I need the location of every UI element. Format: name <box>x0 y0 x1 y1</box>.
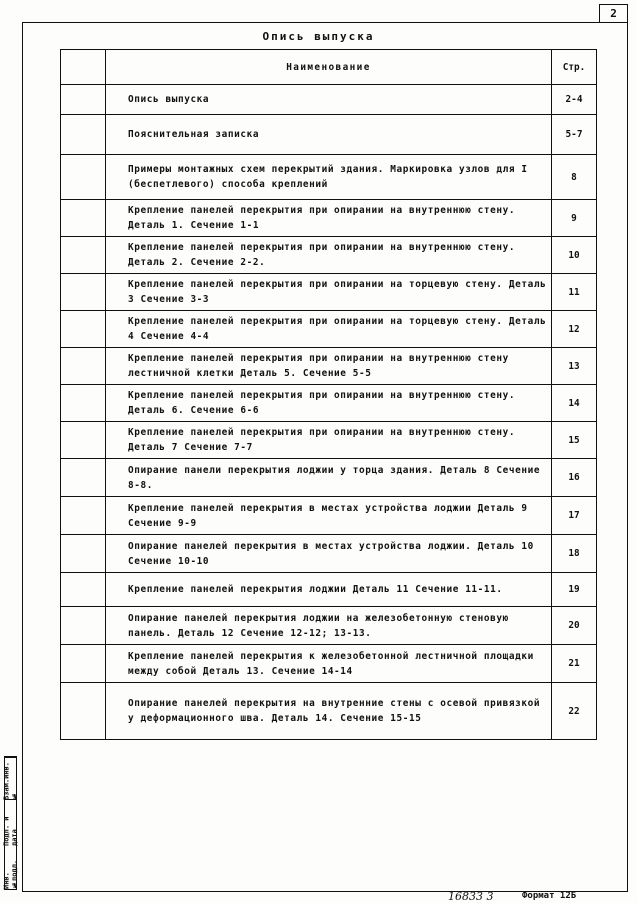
table-row <box>61 237 597 274</box>
row-page: 22 <box>552 683 597 740</box>
contents-table <box>60 49 597 740</box>
row-page: 17 <box>552 497 597 535</box>
stamp-column <box>4 756 17 890</box>
page-number: 2 <box>599 4 628 23</box>
table-row <box>61 683 597 740</box>
table-row <box>61 311 597 348</box>
row-title: Опирание панелей перекрытия в местах устройства лоджии. Деталь 10 Сечение 10-10 <box>106 535 552 573</box>
row-title: Опирание панели перекрытия лоджии у торца здания. Деталь 8 Сечение 8-8. <box>106 459 552 497</box>
row-page: 16 <box>552 459 597 497</box>
document-number: 16833 3 <box>448 890 494 903</box>
table-row <box>61 385 597 422</box>
row-page: 5-7 <box>552 115 597 155</box>
side-note <box>5 38 17 168</box>
row-title: Крепление панелей перекрытия при опирании на торцевую стену. Деталь 4 Сечение 4-4 <box>106 311 552 348</box>
page-column-header: Стр. <box>552 50 597 85</box>
row-title: Крепление панелей перекрытия при опирании на торцевую стену. Деталь 3 Сечение 3-3 <box>106 274 552 311</box>
table-row <box>61 348 597 385</box>
row-page: 15 <box>552 422 597 459</box>
row-title: Крепление панелей перекрытия при опирании на внутреннюю стену. Деталь 6. Сечение 6-6 <box>106 385 552 422</box>
name-column-header: Наименование <box>106 50 552 85</box>
row-title: Крепление панелей перекрытия при опирании на внутреннюю стену. Деталь 1. Сечение 1-1 <box>106 200 552 237</box>
row-page: 20 <box>552 607 597 645</box>
table-row <box>61 274 597 311</box>
table-row <box>61 535 597 573</box>
row-page: 9 <box>552 200 597 237</box>
row-title: Крепление панелей перекрытия лоджии Деталь 11 Сечение 11-11. <box>106 573 552 607</box>
stamp-replace-label: Взам.инв.№ <box>5 757 16 800</box>
table-row <box>61 459 597 497</box>
row-title: Крепление панелей перекрытия при опирании на внутреннюю стену. Деталь 2. Сечение 2-2. <box>106 237 552 274</box>
row-page: 12 <box>552 311 597 348</box>
row-title: Примеры монтажных схем перекрытий здания. Маркировка узлов для I (беспетлевого) способа креплений <box>106 155 552 200</box>
table-row <box>61 422 597 459</box>
row-page: 21 <box>552 645 597 683</box>
table-row <box>61 115 597 155</box>
row-page: 14 <box>552 385 597 422</box>
table-row <box>61 645 597 683</box>
row-title: Пояснительная записка <box>106 115 552 155</box>
row-title: Крепление панелей перекрытия при опирании на внутреннюю стену. Деталь 7 Сечение 7-7 <box>106 422 552 459</box>
table-row <box>61 497 597 535</box>
row-title: Крепление панелей перекрытия при опирании на внутреннюю стену лестничной клетки Деталь 5. Сечение 5-5 <box>106 348 552 385</box>
row-title: Крепление панелей перекрытия к железобетонной лестничной площадки между собой Деталь 13. Сечение 14-14 <box>106 645 552 683</box>
row-page: 10 <box>552 237 597 274</box>
row-title: Опись выпуска <box>106 85 552 115</box>
table-row <box>61 200 597 237</box>
row-page: 11 <box>552 274 597 311</box>
row-title: Опирание панелей перекрытия на внутренние стены с осевой привязкой у деформационного шва. Деталь 14. Сечение 15-15 <box>106 683 552 740</box>
table-row <box>61 607 597 645</box>
page-title: Опись выпуска <box>262 30 375 43</box>
table-row <box>61 573 597 607</box>
row-title: Опирание панелей перекрытия лоджии на железобетонную стеновую панель. Деталь 12 Сечение 12-12; 13-13. <box>106 607 552 645</box>
row-page: 19 <box>552 573 597 607</box>
row-page: 18 <box>552 535 597 573</box>
row-page: 13 <box>552 348 597 385</box>
row-page: 8 <box>552 155 597 200</box>
stamp-sign-label: Подп. и дата <box>5 799 16 846</box>
stamp-inv-label: Инв.№подл. <box>2 859 19 889</box>
table-row <box>61 155 597 200</box>
row-page: 2-4 <box>552 85 597 115</box>
row-title: Крепление панелей перекрытия в местах устройства лоджии Деталь 9 Сечение 9-9 <box>106 497 552 535</box>
table-header <box>61 50 597 85</box>
table-row <box>61 85 597 115</box>
format-label: Формат 12Б <box>522 891 577 901</box>
